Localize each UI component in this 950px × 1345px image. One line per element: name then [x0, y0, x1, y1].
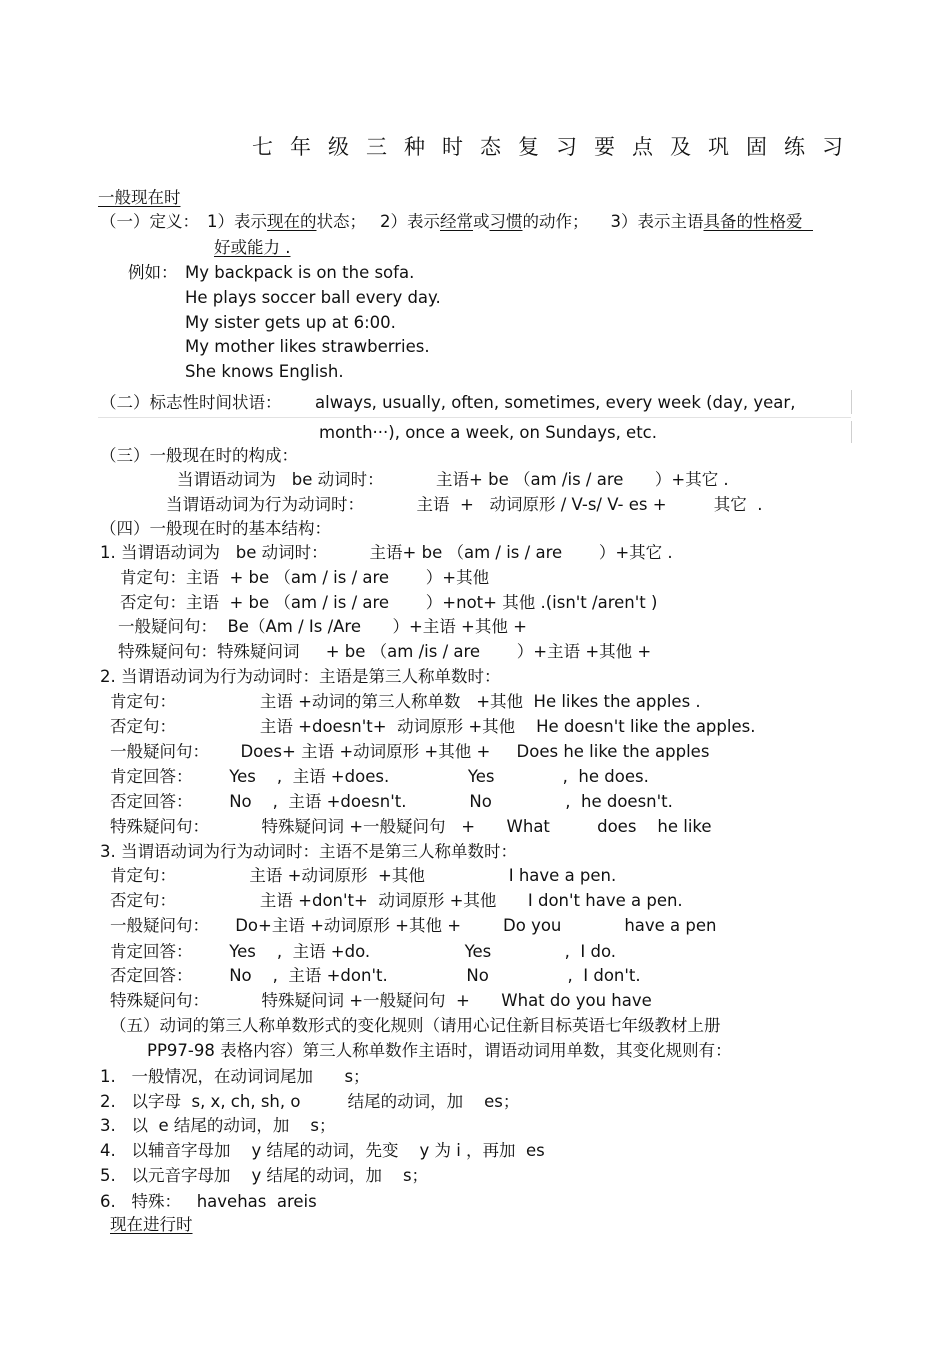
time-marker-list: always, usually, often, sometimes, every week (day, year,: [315, 393, 796, 412]
time-marker-list-continued: month···), once a week, on Sundays, etc.: [319, 423, 657, 442]
example-sentence: He plays soccer ball every day.: [185, 288, 441, 307]
structure-2-yes-answer: 肯定回答： Yes , 主语 +does. Yes , he does.: [110, 767, 649, 786]
formation-action-verb: 当谓语动词为行为动词时： 主语 + 动词原形 / V-s/ V- es + 其它 .: [166, 495, 763, 514]
structure-1-affirmative: 肯定句：主语 + be （am / is / are ）+其他: [120, 568, 490, 587]
rule-item: 2. 以字母 s, x, ch, sh, o 结尾的动词，加 es；: [100, 1092, 520, 1111]
structure-2-negative: 否定句： 主语 +doesn't+ 动词原形 +其他 He doesn't like the apples.: [110, 717, 756, 736]
structure-2-heading: 2. 当谓语动词为行为动词时：主语是第三人称单数时：: [100, 667, 501, 686]
section-heading-present: 一般现在时: [98, 188, 181, 207]
structure-3-no-answer: 否定回答： No , 主语 +don't. No , I don't.: [110, 966, 641, 985]
structure-1-negative: 否定句：主语 + be （am / is / are ）+not+ 其他 .(isn't /aren't ): [120, 593, 658, 612]
table-border: [851, 390, 852, 414]
structure-1-wh-question: 特殊疑问句：特殊疑问词 + be （am /is / are ）+主语 +其他 +: [118, 642, 652, 661]
example-label: 例如：: [128, 263, 178, 282]
structure-2-affirmative: 肯定句： 主语 +动词的第三人称单数 +其他 He likes the apples .: [110, 692, 701, 711]
section-heading-progressive: 现在进行时: [110, 1215, 193, 1234]
rules-label-continued: PP97-98 表格内容）第三人称单数作主语时，谓语动词用单数，其变化规则有：: [147, 1041, 732, 1060]
time-marker-label: （二）标志性时间状语：: [100, 393, 282, 412]
table-divider: [98, 417, 851, 418]
structure-2-wh-question: 特殊疑问句： 特殊疑问词 +一般疑问句 + What does he like: [110, 817, 712, 836]
formation-label: （三）一般现在时的构成：: [100, 446, 298, 465]
example-sentence: My mother likes strawberries.: [185, 337, 430, 356]
structure-3-yes-answer: 肯定回答： Yes , 主语 +do. Yes , I do.: [110, 942, 616, 961]
structure-1-question: 一般疑问句： Be（Am / Is /Are ）+主语 +其他 +: [118, 617, 527, 636]
rule-item: 3. 以 e 结尾的动词，加 s；: [100, 1116, 336, 1135]
example-sentence: My backpack is on the sofa.: [185, 263, 415, 282]
rule-item: 5. 以元音字母加 y 结尾的动词，加 s；: [100, 1166, 429, 1185]
definition-point-2: 2）表示经常或习惯的动作；: [380, 212, 589, 231]
structure-3-affirmative: 肯定句： 主语 +动词原形 +其他 I have a pen.: [110, 866, 617, 885]
structure-3-wh-question: 特殊疑问句： 特殊疑问词 +一般疑问句 + What do you have: [110, 991, 652, 1010]
structure-3-negative: 否定句： 主语 +don't+ 动词原形 +其他 I don't have a pen.: [110, 891, 683, 910]
definition-point-3-continued: 好或能力 .: [214, 238, 291, 257]
rule-item: 1. 一般情况，在动词词尾加 s；: [100, 1067, 370, 1086]
example-sentence: My sister gets up at 6:00.: [185, 313, 396, 332]
structure-2-question: 一般疑问句： Does+ 主语 +动词原形 +其他 + Does he like the apples: [110, 742, 710, 761]
example-sentence: She knows English.: [185, 362, 344, 381]
definition-point-3: 3）表示主语具备的性格爱: [610, 212, 803, 231]
structure-label: （四）一般现在时的基本结构：: [100, 519, 331, 538]
rule-item: 6. 特殊： havehas areis: [100, 1192, 317, 1211]
structure-3-question: 一般疑问句： Do+主语 +动词原形 +其他 + Do you have a pen: [110, 916, 717, 935]
rules-label: （五）动词的第三人称单数形式的变化规则（请用心记住新目标英语七年级教材上册: [110, 1016, 721, 1035]
definition-point-1: 1）表示现在的状态；: [207, 212, 366, 231]
formation-be: 当谓语动词为 be 动词时： 主语+ be （am /is / are ）+其它 .: [177, 470, 729, 489]
table-border: [851, 421, 852, 443]
rule-item: 4. 以辅音字母加 y 结尾的动词，先变 y 为 i ，再加 es: [100, 1141, 545, 1160]
page-title: 七年级三种时态复习要点及巩固练习: [252, 135, 860, 159]
definition-label: （一）定义：: [100, 212, 199, 231]
structure-1-heading: 1. 当谓语动词为 be 动词时： 主语+ be （am / is / are ）+其它 .: [100, 543, 673, 562]
structure-3-heading: 3. 当谓语动词为行为动词时：主语不是第三人称单数时：: [100, 842, 517, 861]
definition-line: [100, 212, 813, 232]
structure-2-no-answer: 否定回答： No , 主语 +doesn't. No , he doesn't.: [110, 792, 673, 811]
